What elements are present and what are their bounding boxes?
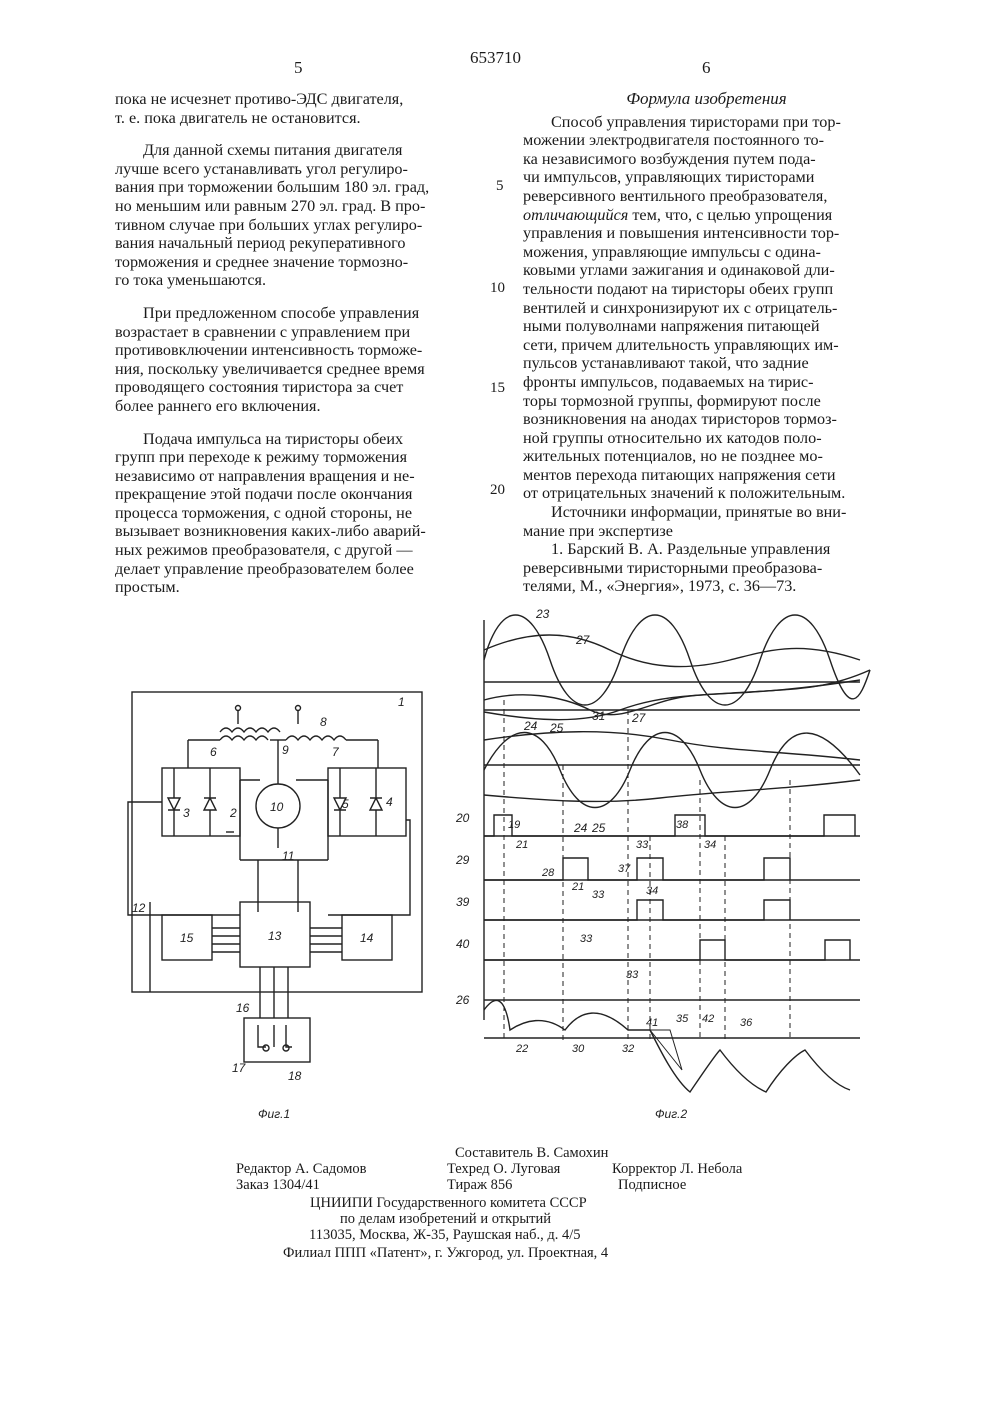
fig1-label-12: 12 xyxy=(132,901,146,915)
text-line: реверсивными тиристорными преобразова- xyxy=(523,558,823,577)
text-line: делает управление преобразователем более xyxy=(115,559,414,578)
pulse-train-39 xyxy=(484,900,790,920)
text-line: но меньшим или равным 270 эл. град. В про- xyxy=(115,196,426,215)
footer-org1: ЦНИИПИ Государственного комитета СССР xyxy=(310,1195,587,1211)
text-line: При предложенном способе управления xyxy=(143,303,420,322)
fig2-mark: 41 xyxy=(646,1017,659,1029)
text-line: телями, М., «Энергия», 1973, с. 36—73. xyxy=(523,577,797,596)
fig2-mark: 36 xyxy=(740,1017,753,1029)
fig2-label: 31 xyxy=(592,709,606,723)
text-line: процесса торможения, с одной стороны, не xyxy=(115,503,413,522)
text-line: реверсивного вентильного преобразователя, xyxy=(523,186,828,205)
fig2-caption: Фиг.2 xyxy=(655,1107,688,1121)
text-line: вания начальный период рекуперативного xyxy=(115,234,406,253)
fig1-caption: Фиг.1 xyxy=(258,1107,291,1121)
waveform-23 xyxy=(484,615,870,705)
fig1-label-10: 10 xyxy=(270,800,284,814)
text-line: тивном случае при больших углах регулиро- xyxy=(115,215,423,234)
text-line: возникновения на анодах тиристоров тормоз- xyxy=(523,410,837,429)
text-line: пульсов устанавливают такой, что задние xyxy=(523,354,809,373)
fig1-label-5: 5 xyxy=(342,797,349,811)
text-line: ной группы относительно их катодов поло- xyxy=(523,428,822,447)
footer-corrector: Корректор Л. Небола xyxy=(612,1161,743,1177)
footer-order: Заказ 1304/41 xyxy=(236,1177,320,1193)
fig2-mark: 21 xyxy=(572,881,585,893)
claim-italic: отличающийся xyxy=(523,205,629,224)
text-line: вызывает возникновения каких-либо аварий- xyxy=(115,522,426,541)
fig1-label-2: 2 xyxy=(230,806,237,820)
fig2-row-label: 40 xyxy=(456,937,470,951)
fig2-mark: 35 xyxy=(676,1013,689,1025)
text-line: вания при торможении большим 180 эл. град, xyxy=(115,178,430,197)
fig2-label: 23 xyxy=(536,607,550,621)
patent-number: 653710 xyxy=(470,48,521,67)
text-line: жительных потенциалов, но не позднее мо- xyxy=(523,447,823,466)
fig2-row-label: 20 xyxy=(456,811,470,825)
paragraph xyxy=(115,304,480,416)
fig2-mark: 32 xyxy=(622,1043,635,1055)
transformer-primary xyxy=(220,728,280,732)
fig1-label-17: 17 xyxy=(232,1061,246,1075)
fig2-mark: 33 xyxy=(592,889,605,901)
claims-title: Формула изобретения xyxy=(626,89,787,108)
fig1-label-1: 1 xyxy=(398,695,405,709)
text-line: тельности подают на тиристоры обеих групп xyxy=(523,279,834,298)
text-line: управления и повышения интенсивности тор- xyxy=(523,224,840,243)
line-number: 15 xyxy=(490,380,505,396)
text-line: Подача импульса на тиристоры обеих xyxy=(143,429,404,448)
line-number: 20 xyxy=(490,482,505,498)
fig2-mark: 37 xyxy=(618,863,631,875)
footer-subscription: Подписное xyxy=(618,1177,687,1193)
text-line: мание при экспертизе xyxy=(523,521,673,540)
switch-block-16 xyxy=(244,1018,310,1062)
fig1-label-3: 3 xyxy=(183,806,190,820)
text-line: го тока уменьшаются. xyxy=(115,271,267,290)
fig2-mark: 22 xyxy=(516,1043,529,1055)
fig2-mark: 33 xyxy=(580,933,593,945)
thyristor-4 xyxy=(370,798,382,810)
line-number: 10 xyxy=(490,280,505,296)
fig1-label-16: 16 xyxy=(236,1001,250,1015)
fig2-mark: 28 xyxy=(542,867,555,879)
paragraph xyxy=(115,141,480,290)
right-column xyxy=(523,90,890,596)
footer-compiler: Составитель В. Самохин xyxy=(455,1145,609,1161)
text-line: прекращение этой подачи после окончания xyxy=(115,485,413,504)
paragraph xyxy=(115,90,480,127)
fig1-outer-frame xyxy=(132,692,422,992)
fig2-label: 25 xyxy=(550,721,564,735)
pulse-train-29 xyxy=(484,858,790,880)
fig2-label: 24 xyxy=(574,821,588,835)
fig1-label-9: 9 xyxy=(282,743,289,757)
fig2-mark: 19 xyxy=(508,819,521,831)
fig1-label-6: 6 xyxy=(210,745,217,759)
claim-italic-rest: тем, что, с целью упрощения xyxy=(628,205,833,224)
text-line: сети, причем длительность управляющих им- xyxy=(523,335,839,354)
text-line: вентилей и синхронизируют их с отрицатель- xyxy=(523,298,838,317)
fig2-mark: 33 xyxy=(636,839,649,851)
pulse-train-20 xyxy=(484,815,855,836)
text-line: Способ управления тиристорами при тор- xyxy=(551,112,841,131)
footer-editor: Редактор А. Садомов xyxy=(236,1161,367,1177)
fig1-label-4: 4 xyxy=(386,795,393,809)
text-line: 1. Барский В. А. Раздельные управления xyxy=(551,540,831,559)
waveform-25 xyxy=(484,670,870,720)
thyristor-3 xyxy=(168,798,180,810)
text-line: торможения и среднее значение тормозно- xyxy=(115,252,409,271)
text-line: можения, управляющие импульсы с одина- xyxy=(523,242,821,261)
waveform-24b xyxy=(484,780,860,801)
footer-circulation: Тираж 856 xyxy=(447,1177,513,1193)
figure-2-waveforms xyxy=(450,600,880,1125)
page-number-left: 5 xyxy=(294,58,303,77)
text-line: ния, поскольку увеличивается среднее время xyxy=(115,359,425,378)
text-line: Для данной схемы питания двигателя xyxy=(143,141,403,160)
text-line: ных режимов преобразователя, с другой — xyxy=(115,541,413,560)
text-line: фронты импульсов, подаваемых на тирис- xyxy=(523,372,814,391)
fig2-row-label: 26 xyxy=(456,993,470,1007)
claim-line xyxy=(523,206,890,225)
text-line: возрастает в сравнении с управлением при xyxy=(115,322,411,341)
footer-org3: 113035, Москва, Ж-35, Раушская наб., д. 4/5 xyxy=(309,1227,581,1243)
fig2-mark: 38 xyxy=(676,819,689,831)
fig1-label-8: 8 xyxy=(320,715,327,729)
text-line: более раннего его включения. xyxy=(115,396,321,415)
text-line: противовключении интенсивность торможе- xyxy=(115,341,423,360)
paragraph xyxy=(115,430,480,597)
text-line: от отрицательных значений к положительным. xyxy=(523,484,846,503)
page-number-right: 6 xyxy=(702,58,711,77)
text-line: ными полуволнами напряжения питающей xyxy=(523,317,820,336)
text-line: чи импульсов, управляющих тиристорами xyxy=(523,168,815,187)
text-line: ка независимого возбуждения путем пода- xyxy=(523,149,816,168)
text-line: ковыми углами зажигания и одинаковой дли- xyxy=(523,261,835,280)
text-line: независимо от направления вращения и не- xyxy=(115,466,415,485)
text-line: Источники информации, принятые во вни- xyxy=(551,503,847,522)
fig2-label: 27 xyxy=(632,711,646,725)
figure-1-circuit xyxy=(110,680,440,1130)
text-line: групп при переходе к режиму торможения xyxy=(115,448,408,467)
text-line: простым. xyxy=(115,578,180,597)
thyristor-2 xyxy=(204,798,216,810)
fig1-label-14: 14 xyxy=(360,931,374,945)
fig2-label: 27 xyxy=(576,633,590,647)
fig2-mark: 34 xyxy=(704,839,717,851)
footer-techred: Техред О. Луговая xyxy=(447,1161,561,1177)
hatched-area xyxy=(650,1030,682,1070)
waveform-27a xyxy=(484,635,860,667)
text-line: пока не исчезнет противо-ЭДС двигателя, xyxy=(115,90,404,108)
fig1-label-15: 15 xyxy=(180,931,194,945)
fig2-row-label: 29 xyxy=(456,853,470,867)
fig2-mark: 21 xyxy=(516,839,529,851)
fig2-label: 25 xyxy=(592,821,606,835)
fig2-mark: 34 xyxy=(646,885,659,897)
text-line: лучше всего устанавливать угол регулиро- xyxy=(115,159,408,178)
fig1-label-13: 13 xyxy=(268,929,282,943)
fig1-label-11: 11 xyxy=(282,849,295,863)
fig1-label-7: 7 xyxy=(332,745,339,759)
line-number: 5 xyxy=(496,178,504,194)
text-line: т. е. пока двигатель не остановится. xyxy=(115,108,361,127)
left-column xyxy=(115,90,480,597)
fig2-mark: 42 xyxy=(702,1013,715,1025)
footer-branch: Филиал ППП «Патент», г. Ужгород, ул. Проектная, 4 xyxy=(283,1245,609,1261)
text-line: можении электродвигателя постоянного то- xyxy=(523,131,825,150)
waveform-27b xyxy=(484,732,860,760)
fig2-label: 24 xyxy=(524,719,538,733)
switch-contacts xyxy=(258,1025,292,1047)
fig1-label-18: 18 xyxy=(288,1069,302,1083)
fig2-mark: 30 xyxy=(572,1043,585,1055)
footer-org2: по делам изобретений и открытий xyxy=(340,1211,551,1227)
text-line: торы тормозной группы, формируют после xyxy=(523,391,821,410)
pulse-train-40 xyxy=(484,940,850,960)
text-line: ментов перехода питающих напряжения сети xyxy=(523,465,836,484)
text-line: проводящего состояния тиристора за счет xyxy=(115,378,404,397)
fig2-row-label: 39 xyxy=(456,895,470,909)
fig2-mark: 33 xyxy=(626,969,639,981)
waveform-26 xyxy=(484,1000,850,1092)
